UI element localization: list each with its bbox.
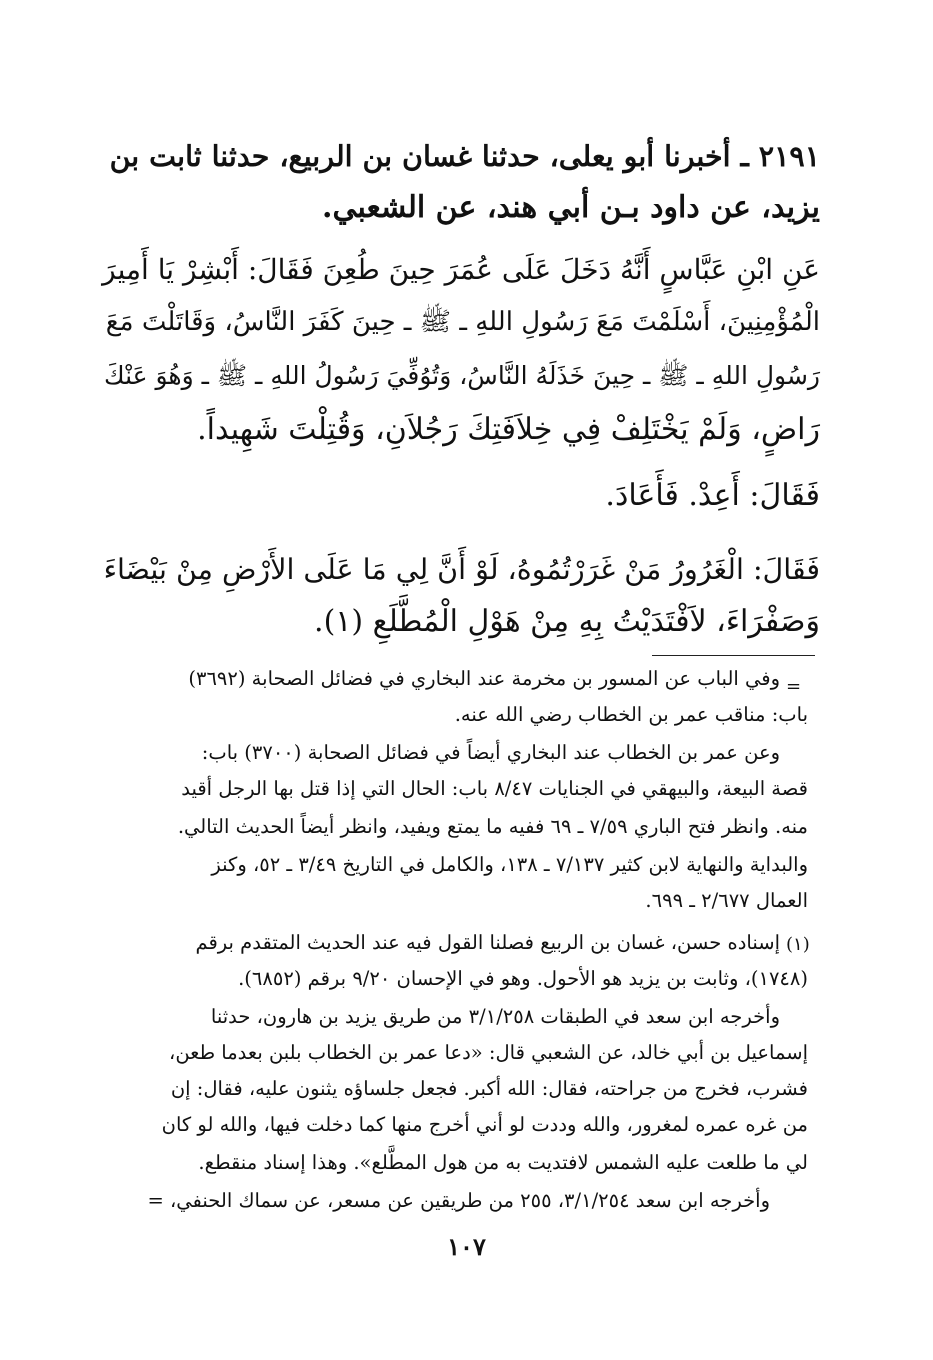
footnote-line: وأخرجه ابن سعد في الطبقات ٣/١/٢٥٨ من طريق يزيد بن هارون، حدثنا [210,1005,780,1028]
footnote-line: إسماعيل بن أبي خالد، عن الشعبي قال: «دعا عمر بن الخطاب بلبن بعدما طعن، [169,1041,808,1064]
matn-line: رَاضٍ، وَلَمْ يَخْتَلِفْ فِي خِلاَفَتِكَ رَجُلاَنِ، وَقُتِلْتَ شَهِيداً. [197,412,820,447]
footnote-line: (١٧٤٨)، وثابت بن يزيد هو الأحول. وهو في الإحسان ٩/٢٠ برقم (٦٨٥٢). [238,967,808,990]
matn-line: رَسُولِ اللهِ ـ ﷺ ـ حِينَ خَذَلَهُ النَّاسُ، وَتُوُفِّيَ رَسُولُ اللهِ ـ ﷺ ـ وَهُوَ عَنْكَ [104,361,820,390]
footnote-line: باب: مناقب عمر بن الخطاب رضي الله عنه. [454,703,808,726]
footnote-line: إسناده حسن، غسان بن الربيع فصلنا القول فيه عند الحديث المتقدم برقم [195,931,780,954]
footnote-line: قصة البيعة، والبيهقي في الجنايات ٨/٤٧ باب: الحال التي إذا قتل بها الرجل أقيد [181,777,808,800]
page-number: ١٠٧ [447,1232,486,1261]
isnad-line: ٢١٩١ ـ أخبرنا أبو يعلى، حدثنا غسان بن الربيع، حدثنا ثابت بن [109,139,820,173]
matn-line: وَصَفْرَاءَ، لاَفْتَدَيْتُ بِهِ مِنْ هَوْلِ الْمُطَّلَعِ (١). [314,604,820,639]
footnote-line: وأخرجه ابن سعد ٣/١/٢٥٤، ٢٥٥ من طريقين عن مسعر، عن سماك الحنفي، = [147,1189,770,1212]
matn-line: فَقَالَ: الْغَرُورُ مَنْ غَرَرْتُمُوهُ، لَوْ أَنَّ لِي مَا عَلَى الأَرْضِ مِنْ بَيْضَاءَ [103,553,820,586]
footnote-line: منه. وانظر فتح الباري ٧/٥٩ ـ ٦٩ ففيه ما يمتع ويفيد، وانظر أيضاً الحديث التالي. [177,815,808,838]
footnote-line: العمال ٢/٦٧٧ ـ ٦٩٩. [645,889,808,912]
footnote-line: وفي الباب عن المسور بن مخرمة عند البخاري في فضائل الصحابة (٣٦٩٢) [188,667,780,690]
footnote-line: من غره عمره لمغرور، والله وددت لو أني أخرج منها كما دخلت فيها، والله لو كان [161,1113,808,1136]
footnote-line: فشرب، فخرج من جراحته، فقال: الله أكبر. فجعل جلساؤه يثنون عليه، فقال: إن [170,1077,808,1100]
footnote-line: وعن عمر بن الخطاب عند البخاري أيضاً في فضائل الصحابة (٣٧٠٠) باب: [201,741,780,764]
matn-line: الْمُؤْمِنِينَ، أَسْلَمْتَ مَعَ رَسُولِ اللهِ ـ ﷺ ـ حِينَ كَفَرَ النَّاسُ، وَقَاتَلْتَ مَعَ [105,307,820,337]
footnote-line: لي ما طلعت عليه الشمس لافتديت به من هول المطَّلع». وهذا إسناد منقطع. [198,1151,808,1174]
isnad-line: يزيد، عن داود بـن أبي هند، عن الشعبي. [322,190,820,225]
matn-line: فَقَالَ: أَعِدْ. فَأَعَادَ. [605,478,820,513]
matn-line: عَنِ ابْنِ عَبَّاسٍ أَنَّهُ دَخَلَ عَلَى عُمَرَ حِينَ طُعِنَ فَقَالَ: أَبْشِرْ يَا أَمِيرَ [102,253,820,286]
continuation-marker: = [786,676,802,697]
footnote-number: (١) [786,934,810,955]
footnote-line: والبداية والنهاية لابن كثير ٧/١٣٧ ـ ١٣٨، والكامل في التاريخ ٣/٤٩ ـ ٥٢، وكنز [211,853,808,876]
footnote-divider [652,655,815,656]
